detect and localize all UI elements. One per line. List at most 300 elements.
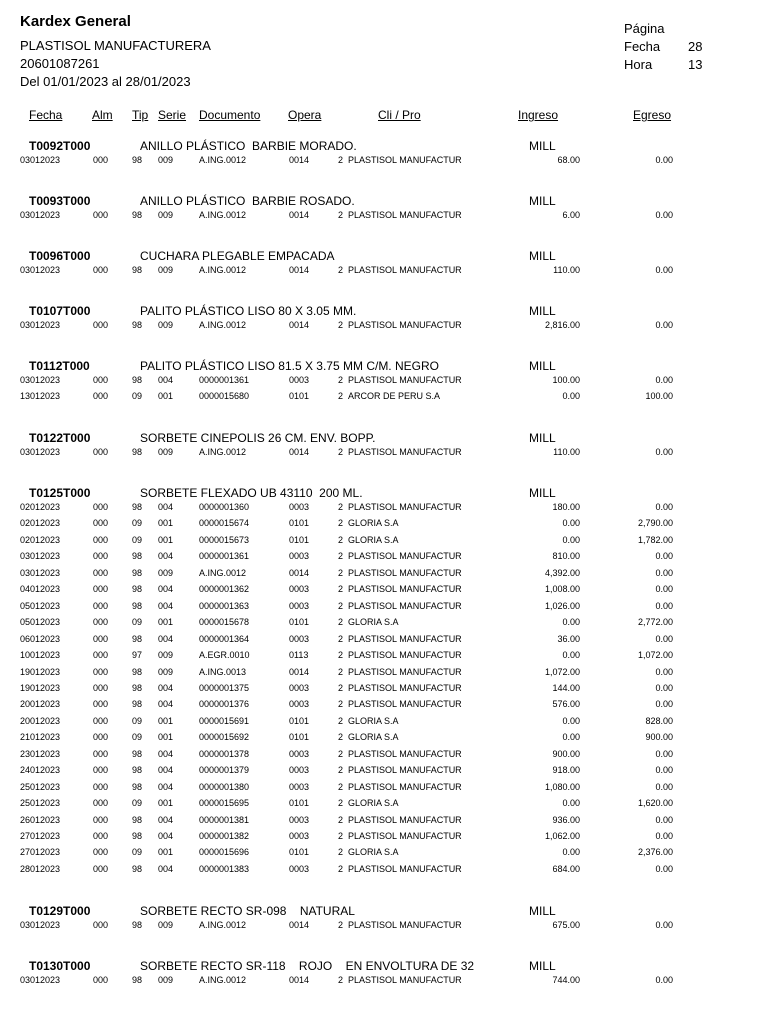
cell-opera: 0101	[289, 617, 310, 628]
cell-tip: 98	[132, 920, 143, 930]
cell-tipo: 2	[338, 534, 344, 545]
cell-tipo: 2	[338, 798, 344, 809]
col-opera: Opera	[288, 108, 322, 122]
cell-cli-pro: PLASTISOL MANUFACTUR	[348, 320, 462, 330]
cell-serie: 001	[158, 715, 174, 726]
cell-opera: 0014	[289, 920, 310, 930]
cell-cli-pro: PLASTISOL MANUFACTUR	[348, 666, 462, 677]
cell-serie: 001	[158, 847, 174, 858]
cell-alm: 000	[93, 748, 109, 759]
product-code: T0107T000	[29, 304, 91, 318]
cell-opera: 0101	[289, 798, 310, 809]
cell-tip: 98	[132, 781, 143, 792]
cell-fecha: 21012023	[20, 732, 61, 743]
cell-opera: 0014	[289, 210, 310, 220]
cell-tip: 98	[132, 765, 143, 776]
cell-documento: 0000015696	[199, 847, 250, 858]
cell-alm: 000	[93, 699, 109, 710]
table-row	[0, 568, 768, 584]
product-code: T0096T000	[29, 249, 91, 263]
cell-cli-pro: PLASTISOL MANUFACTUR	[348, 682, 462, 693]
cell-opera: 0003	[289, 633, 310, 644]
cell-egreso: 0.00	[655, 155, 673, 165]
cell-egreso: 0.00	[655, 699, 673, 710]
table-row	[0, 584, 768, 600]
cell-tipo: 2	[338, 847, 344, 858]
cell-serie: 004	[158, 765, 174, 776]
table-row	[0, 847, 768, 863]
cell-egreso: 0.00	[655, 265, 673, 275]
cell-opera: 0003	[289, 584, 310, 595]
cell-documento: 0000001381	[199, 814, 250, 825]
cell-egreso: 0.00	[655, 633, 673, 644]
cell-alm: 000	[93, 502, 109, 512]
product-code: T0093T000	[29, 194, 91, 208]
cell-cli-pro: PLASTISOL MANUFACTUR	[348, 748, 462, 759]
cell-tipo: 2	[338, 375, 344, 385]
cell-serie: 001	[158, 798, 174, 809]
cell-documento: 0000015680	[199, 391, 250, 402]
cell-documento: 0000015673	[199, 534, 250, 545]
cell-serie: 004	[158, 863, 174, 874]
cell-egreso: 0.00	[655, 863, 673, 874]
cell-documento: 0000001361	[199, 551, 250, 562]
product-description: SORBETE RECTO SR-098 NATURAL	[140, 904, 355, 918]
cell-ingreso: 180.00	[552, 502, 580, 512]
cell-alm: 000	[93, 781, 109, 792]
cell-tip: 98	[132, 502, 143, 512]
cell-fecha: 03012023	[20, 155, 61, 165]
cell-opera: 0003	[289, 699, 310, 710]
cell-opera: 0101	[289, 715, 310, 726]
cell-serie: 004	[158, 814, 174, 825]
cell-alm: 000	[93, 391, 109, 402]
cell-alm: 000	[93, 831, 109, 841]
cell-documento: A.ING.0012	[199, 155, 247, 165]
table-row	[0, 265, 768, 281]
cell-opera: 0003	[289, 781, 310, 792]
cell-serie: 004	[158, 502, 174, 512]
cell-serie: 004	[158, 699, 174, 710]
table-row	[0, 601, 768, 617]
cell-ingreso: 0.00	[562, 518, 580, 529]
cell-ingreso: 576.00	[552, 699, 580, 710]
cell-opera: 0003	[289, 375, 310, 385]
cell-egreso: 0.00	[655, 210, 673, 220]
cell-opera: 0014	[289, 155, 310, 165]
cell-tip: 09	[132, 518, 143, 529]
product-code: T0122T000	[29, 431, 91, 445]
cell-serie: 009	[158, 265, 174, 275]
cell-tip: 98	[132, 863, 143, 874]
cell-tipo: 2	[338, 666, 344, 677]
table-row	[0, 765, 768, 781]
cell-opera: 0003	[289, 814, 310, 825]
cell-cli-pro: GLORIA S.A	[348, 715, 399, 726]
cell-cli-pro: PLASTISOL MANUFACTUR	[348, 650, 462, 661]
cell-opera: 0003	[289, 682, 310, 693]
cell-tip: 09	[132, 534, 143, 545]
cell-tipo: 2	[338, 831, 344, 841]
cell-tip: 98	[132, 975, 143, 985]
col-tip: Tip	[132, 108, 149, 122]
cell-egreso: 0.00	[655, 584, 673, 595]
cell-ingreso: 0.00	[562, 534, 580, 545]
cell-tip: 98	[132, 447, 143, 457]
cell-tip: 98	[132, 551, 143, 562]
cell-egreso: 900.00	[645, 732, 673, 743]
cell-ingreso: 1,008.00	[544, 584, 580, 595]
cell-cli-pro: GLORIA S.A	[348, 518, 399, 529]
table-row	[0, 831, 768, 847]
cell-serie: 004	[158, 831, 174, 841]
cell-fecha: 19012023	[20, 682, 61, 693]
cell-ingreso: 0.00	[562, 617, 580, 628]
cell-tipo: 2	[338, 765, 344, 776]
cell-serie: 001	[158, 518, 174, 529]
cell-tip: 98	[132, 748, 143, 759]
cell-egreso: 0.00	[655, 814, 673, 825]
cell-tipo: 2	[338, 814, 344, 825]
cell-tip: 98	[132, 210, 143, 220]
table-row	[0, 617, 768, 633]
cell-serie: 001	[158, 391, 174, 402]
cell-tipo: 2	[338, 447, 344, 457]
cell-cli-pro: GLORIA S.A	[348, 732, 399, 743]
cell-fecha: 05012023	[20, 617, 61, 628]
cell-egreso: 0.00	[655, 975, 673, 985]
product-description: SORBETE CINEPOLIS 26 CM. ENV. BOPP.	[140, 431, 376, 445]
cell-tipo: 2	[338, 920, 344, 930]
col-fecha: Fecha	[29, 108, 63, 122]
cell-tipo: 2	[338, 265, 344, 275]
cell-tipo: 2	[338, 600, 344, 611]
fecha-value: 28	[688, 39, 703, 54]
cell-serie: 004	[158, 551, 174, 562]
cell-fecha: 24012023	[20, 765, 61, 776]
table-row	[0, 210, 768, 226]
cell-cli-pro: PLASTISOL MANUFACTUR	[348, 920, 462, 930]
cell-cli-pro: PLASTISOL MANUFACTUR	[348, 155, 462, 165]
cell-ingreso: 744.00	[552, 975, 580, 985]
cell-egreso: 0.00	[655, 551, 673, 562]
cell-serie: 004	[158, 748, 174, 759]
table-row	[0, 975, 768, 991]
cell-documento: 0000001360	[199, 502, 250, 512]
cell-fecha: 03012023	[20, 447, 61, 457]
product-description: SORBETE FLEXADO UB 43110 200 ML.	[140, 486, 363, 500]
cell-cli-pro: PLASTISOL MANUFACTUR	[348, 699, 462, 710]
cell-tipo: 2	[338, 320, 344, 330]
cell-serie: 009	[158, 447, 174, 457]
cell-tip: 98	[132, 155, 143, 165]
cell-opera: 0014	[289, 975, 310, 985]
cell-egreso: 0.00	[655, 567, 673, 578]
cell-cli-pro: GLORIA S.A	[348, 798, 399, 809]
cell-egreso: 0.00	[655, 682, 673, 693]
cell-ingreso: 6.00	[562, 210, 580, 220]
product-unit: MILL	[529, 959, 556, 973]
cell-ingreso: 0.00	[562, 715, 580, 726]
cell-opera: 0003	[289, 863, 310, 874]
cell-documento: A.EGR.0010	[199, 650, 250, 661]
cell-fecha: 20012023	[20, 699, 61, 710]
cell-tipo: 2	[338, 781, 344, 792]
cell-opera: 0101	[289, 534, 310, 545]
cell-ingreso: 2,816.00	[544, 320, 580, 330]
cell-ingreso: 144.00	[552, 682, 580, 693]
table-row	[0, 551, 768, 567]
col-documento: Documento	[199, 108, 261, 122]
cell-fecha: 28012023	[20, 863, 61, 874]
cell-serie: 009	[158, 975, 174, 985]
cell-alm: 000	[93, 715, 109, 726]
cell-alm: 000	[93, 975, 109, 985]
cell-cli-pro: PLASTISOL MANUFACTUR	[348, 551, 462, 562]
cell-ingreso: 810.00	[552, 551, 580, 562]
company-ruc: 20601087261	[20, 56, 100, 71]
cell-fecha: 27012023	[20, 831, 61, 841]
table-row	[0, 518, 768, 534]
cell-opera: 0101	[289, 732, 310, 743]
cell-ingreso: 675.00	[552, 920, 580, 930]
cell-alm: 000	[93, 814, 109, 825]
cell-alm: 000	[93, 567, 109, 578]
cell-documento: A.ING.0012	[199, 975, 247, 985]
cell-documento: 0000001379	[199, 765, 250, 776]
cell-fecha: 06012023	[20, 633, 61, 644]
cell-tip: 98	[132, 584, 143, 595]
product-description: ANILLO PLÁSTICO BARBIE MORADO.	[140, 139, 357, 153]
cell-documento: 0000015678	[199, 617, 250, 628]
table-row	[0, 864, 768, 880]
report-period: Del 01/01/2023 al 28/01/2023	[20, 74, 191, 89]
table-row	[0, 716, 768, 732]
cell-documento: A.ING.0012	[199, 920, 247, 930]
cell-serie: 009	[158, 320, 174, 330]
cell-opera: 0003	[289, 502, 310, 512]
table-row	[0, 391, 768, 407]
cell-fecha: 05012023	[20, 600, 61, 611]
cell-alm: 000	[93, 534, 109, 545]
cell-alm: 000	[93, 732, 109, 743]
cell-tipo: 2	[338, 748, 344, 759]
cell-alm: 000	[93, 375, 109, 385]
cell-egreso: 100.00	[645, 391, 673, 402]
cell-alm: 000	[93, 320, 109, 330]
cell-documento: 0000001375	[199, 682, 250, 693]
cell-serie: 004	[158, 633, 174, 644]
cell-ingreso: 110.00	[553, 265, 580, 275]
cell-egreso: 1,620.00	[637, 798, 673, 809]
cell-egreso: 0.00	[655, 447, 673, 457]
cell-tip: 09	[132, 715, 143, 726]
product-unit: MILL	[529, 249, 556, 263]
col-ingreso: Ingreso	[518, 108, 559, 122]
cell-cli-pro: PLASTISOL MANUFACTUR	[348, 265, 462, 275]
cell-ingreso: 0.00	[562, 847, 580, 858]
product-unit: MILL	[529, 431, 556, 445]
cell-tip: 98	[132, 320, 143, 330]
cell-cli-pro: ARCOR DE PERU S.A	[348, 391, 441, 402]
cell-serie: 004	[158, 375, 174, 385]
cell-opera: 0003	[289, 600, 310, 611]
cell-egreso: 2,376.00	[637, 847, 673, 858]
cell-egreso: 0.00	[655, 320, 673, 330]
cell-alm: 000	[93, 666, 109, 677]
product-unit: MILL	[529, 359, 556, 373]
product-unit: MILL	[529, 139, 556, 153]
col-cli-pro: Cli / Pro	[378, 108, 421, 122]
cell-cli-pro: PLASTISOL MANUFACTUR	[348, 814, 462, 825]
cell-tipo: 2	[338, 650, 344, 661]
cell-documento: A.ING.0012	[199, 210, 247, 220]
cell-egreso: 0.00	[655, 765, 673, 776]
cell-fecha: 02012023	[20, 534, 61, 545]
cell-tipo: 2	[338, 551, 344, 562]
cell-serie: 001	[158, 534, 174, 545]
cell-fecha: 23012023	[20, 748, 61, 759]
cell-documento: 0000001378	[199, 748, 250, 759]
cell-tipo: 2	[338, 155, 344, 165]
cell-ingreso: 100.00	[552, 375, 580, 385]
cell-ingreso: 36.00	[557, 633, 580, 644]
cell-serie: 009	[158, 210, 174, 220]
cell-cli-pro: GLORIA S.A	[348, 534, 399, 545]
cell-egreso: 0.00	[655, 831, 673, 841]
cell-ingreso: 4,392.00	[544, 567, 580, 578]
cell-serie: 009	[158, 920, 174, 930]
hora-value: 13	[688, 57, 703, 72]
cell-alm: 000	[93, 682, 109, 693]
cell-opera: 0014	[289, 567, 310, 578]
cell-documento: 0000001364	[199, 633, 250, 644]
table-row	[0, 375, 768, 391]
cell-fecha: 03012023	[20, 551, 61, 562]
cell-tip: 09	[132, 617, 143, 628]
cell-serie: 009	[158, 155, 174, 165]
table-row	[0, 920, 768, 936]
product-description: PALITO PLÁSTICO LISO 81.5 X 3.75 MM C/M. NEGRO	[140, 359, 439, 373]
cell-tipo: 2	[338, 633, 344, 644]
cell-alm: 000	[93, 847, 109, 858]
hora-label: Hora	[624, 57, 653, 72]
product-description: PALITO PLÁSTICO LISO 80 X 3.05 MM.	[140, 304, 357, 318]
cell-cli-pro: GLORIA S.A	[348, 617, 399, 628]
cell-cli-pro: PLASTISOL MANUFACTUR	[348, 831, 462, 841]
cell-egreso: 0.00	[655, 502, 673, 512]
cell-cli-pro: PLASTISOL MANUFACTUR	[348, 975, 462, 985]
cell-ingreso: 1,062.00	[544, 831, 580, 841]
cell-ingreso: 918.00	[552, 765, 580, 776]
cell-ingreso: 68.00	[557, 155, 580, 165]
cell-tipo: 2	[338, 699, 344, 710]
cell-fecha: 27012023	[20, 847, 61, 858]
cell-tipo: 2	[338, 502, 344, 512]
cell-ingreso: 0.00	[562, 732, 580, 743]
table-row	[0, 798, 768, 814]
cell-cli-pro: PLASTISOL MANUFACTUR	[348, 375, 462, 385]
product-code: T0092T000	[29, 139, 91, 153]
cell-egreso: 0.00	[655, 748, 673, 759]
product-unit: MILL	[529, 904, 556, 918]
cell-ingreso: 900.00	[552, 748, 580, 759]
cell-alm: 000	[93, 447, 109, 457]
table-row	[0, 447, 768, 463]
cell-tip: 97	[132, 650, 143, 661]
cell-tipo: 2	[338, 975, 344, 985]
cell-tipo: 2	[338, 567, 344, 578]
cell-documento: 0000015695	[199, 798, 250, 809]
cell-tip: 98	[132, 699, 143, 710]
cell-tip: 98	[132, 666, 143, 677]
cell-opera: 0113	[289, 650, 309, 661]
cell-alm: 000	[93, 600, 109, 611]
cell-documento: A.ING.0012	[199, 447, 247, 457]
product-unit: MILL	[529, 304, 556, 318]
cell-alm: 000	[93, 265, 109, 275]
cell-tipo: 2	[338, 732, 344, 743]
cell-alm: 000	[93, 798, 109, 809]
table-row	[0, 634, 768, 650]
cell-fecha: 03012023	[20, 320, 61, 330]
cell-tip: 98	[132, 633, 143, 644]
cell-ingreso: 0.00	[562, 391, 580, 402]
cell-fecha: 26012023	[20, 814, 61, 825]
product-description: SORBETE RECTO SR-118 ROJO EN ENVOLTURA DE 32	[140, 959, 475, 973]
table-row	[0, 650, 768, 666]
cell-documento: A.ING.0012	[199, 320, 247, 330]
cell-cli-pro: PLASTISOL MANUFACTUR	[348, 502, 462, 512]
cell-egreso: 0.00	[655, 666, 673, 677]
product-code: T0125T000	[29, 486, 91, 500]
cell-cli-pro: PLASTISOL MANUFACTUR	[348, 210, 462, 220]
table-row	[0, 732, 768, 748]
cell-documento: A.ING.0012	[199, 567, 247, 578]
cell-alm: 000	[93, 518, 109, 529]
cell-tip: 98	[132, 682, 143, 693]
table-row	[0, 155, 768, 171]
cell-cli-pro: PLASTISOL MANUFACTUR	[348, 633, 462, 644]
cell-egreso: 0.00	[655, 920, 673, 930]
table-row	[0, 749, 768, 765]
cell-alm: 000	[93, 155, 109, 165]
cell-egreso: 2,790.00	[637, 518, 673, 529]
cell-fecha: 03012023	[20, 567, 61, 578]
cell-alm: 000	[93, 765, 109, 776]
cell-serie: 004	[158, 682, 174, 693]
cell-egreso: 1,782.00	[637, 534, 673, 545]
product-unit: MILL	[529, 486, 556, 500]
cell-tip: 98	[132, 567, 143, 578]
cell-egreso: 0.00	[655, 600, 673, 611]
cell-opera: 0003	[289, 831, 310, 841]
cell-cli-pro: PLASTISOL MANUFACTUR	[348, 447, 462, 457]
cell-alm: 000	[93, 210, 109, 220]
cell-documento: 0000015691	[199, 715, 250, 726]
cell-serie: 009	[158, 567, 174, 578]
cell-egreso: 828.00	[645, 715, 673, 726]
cell-cli-pro: PLASTISOL MANUFACTUR	[348, 584, 462, 595]
cell-serie: 004	[158, 781, 174, 792]
cell-ingreso: 0.00	[562, 798, 580, 809]
cell-serie: 009	[158, 650, 174, 661]
col-alm: Alm	[92, 108, 113, 122]
cell-cli-pro: PLASTISOL MANUFACTUR	[348, 567, 462, 578]
table-row	[0, 815, 768, 831]
cell-ingreso: 0.00	[562, 650, 580, 661]
cell-ingreso: 684.00	[552, 863, 580, 874]
